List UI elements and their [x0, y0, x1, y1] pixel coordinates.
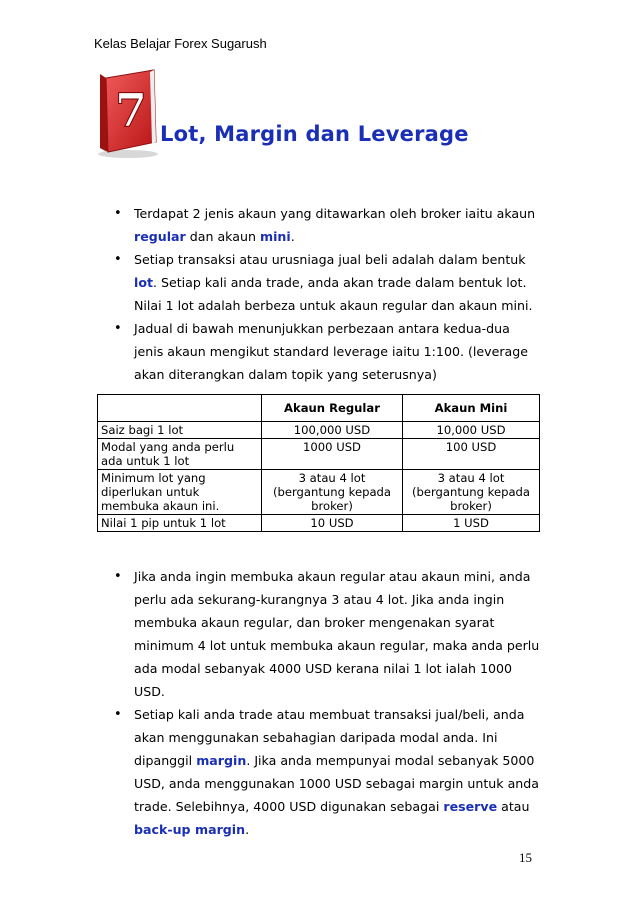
- bullet-dot-icon: •: [114, 252, 122, 267]
- bullet-item: [94, 317, 542, 386]
- bullet-text: . Jika anda mempunyai modal sebanyak 5000 USD, anda menggunakan 1000 USD sebagai margin untuk anda trade. Selebihnya, 4000 USD digunakan sebagai: [134, 753, 539, 814]
- chapter-number: 7: [114, 83, 148, 137]
- bullet-item: [94, 703, 542, 841]
- bullet-text: . Setiap kali anda trade, anda akan trade dalam bentuk lot. Nilai 1 lot adalah berbeza untuk akaun regular dan akaun mini.: [134, 275, 533, 313]
- bullet-text: Jika anda ingin membuka akaun regular atau akaun mini, anda perlu ada sekurang-kurangnya 3 atau 4 lot. Jika anda ingin membuka akaun regular, dan broker mengenakan syarat minimum 4 lot untuk membuka akaun regular, maka anda perlu ada modal sebanyak 4000 USD kerana nilai 1 lot ialah 1000 USD.: [134, 569, 540, 699]
- account-comparison-table: [97, 394, 540, 532]
- chapter-book-icon: [94, 68, 164, 160]
- bullet-text: .: [245, 822, 250, 837]
- table-cell: 10,000 USD: [403, 422, 540, 439]
- chapter-title: Lot, Margin dan Leverage: [160, 122, 469, 146]
- table-cell: 3 atau 4 lot (bergantung kepada broker): [403, 470, 540, 515]
- table-header-cell: [98, 395, 262, 422]
- keyword: back-up margin: [134, 822, 246, 837]
- bullet-text: .: [290, 229, 295, 244]
- keyword: regular: [134, 229, 186, 244]
- table-cell: 10 USD: [262, 515, 403, 532]
- table-cell: Saiz bagi 1 lot: [98, 422, 262, 439]
- table-cell: 1000 USD: [262, 439, 403, 470]
- bullet-dot-icon: •: [114, 569, 122, 584]
- table-cell: 100,000 USD: [262, 422, 403, 439]
- bullet-text: atau: [497, 799, 530, 814]
- keyword: mini: [259, 229, 291, 244]
- bullet-text: Terdapat 2 jenis akaun yang ditawarkan oleh broker iaitu akaun: [134, 206, 536, 221]
- bullet-item: [94, 248, 542, 317]
- table-cell: Modal yang anda perlu ada untuk 1 lot: [98, 439, 262, 470]
- keyword: lot: [134, 275, 153, 290]
- table-row: [98, 422, 540, 439]
- table-header-row: [98, 395, 540, 422]
- table-cell: 1 USD: [403, 515, 540, 532]
- table-cell: Minimum lot yang diperlukan untuk membuka akaun ini.: [98, 470, 262, 515]
- keyword: reserve: [443, 799, 498, 814]
- table-row: [98, 515, 540, 532]
- bullet-dot-icon: •: [114, 206, 122, 221]
- page-number: 15: [519, 850, 532, 865]
- bullet-list-bottom: [94, 565, 542, 841]
- keyword: margin: [196, 753, 247, 768]
- bullet-dot-icon: •: [114, 321, 122, 336]
- bullet-text: Jadual di bawah menunjukkan perbezaan antara kedua-dua jenis akaun mengikut standard leverage iaitu 1:100. (leverage akan diterangkan dalam topik yang seterusnya): [134, 321, 528, 382]
- bullet-text: dan akaun: [185, 229, 260, 244]
- bullet-dot-icon: •: [114, 707, 122, 722]
- table-row: [98, 439, 540, 470]
- table-header-cell: Akaun Regular: [262, 395, 403, 422]
- bullet-text: Setiap kali anda trade atau membuat transaksi jual/beli, anda akan menggunakan sebahagian daripada modal anda. Ini dipanggil: [134, 707, 525, 768]
- table-cell: 100 USD: [403, 439, 540, 470]
- table-header-cell: Akaun Mini: [403, 395, 540, 422]
- table-cell: 3 atau 4 lot (bergantung kepada broker): [262, 470, 403, 515]
- table-row: [98, 470, 540, 515]
- page-header: Kelas Belajar Forex Sugarush: [94, 36, 267, 51]
- bullet-list-top: [94, 202, 542, 386]
- bullet-text: Setiap transaksi atau urusniaga jual beli adalah dalam bentuk: [134, 252, 526, 267]
- bullet-item: [94, 202, 542, 248]
- bullet-item: [94, 565, 542, 703]
- table-cell: Nilai 1 pip untuk 1 lot: [98, 515, 262, 532]
